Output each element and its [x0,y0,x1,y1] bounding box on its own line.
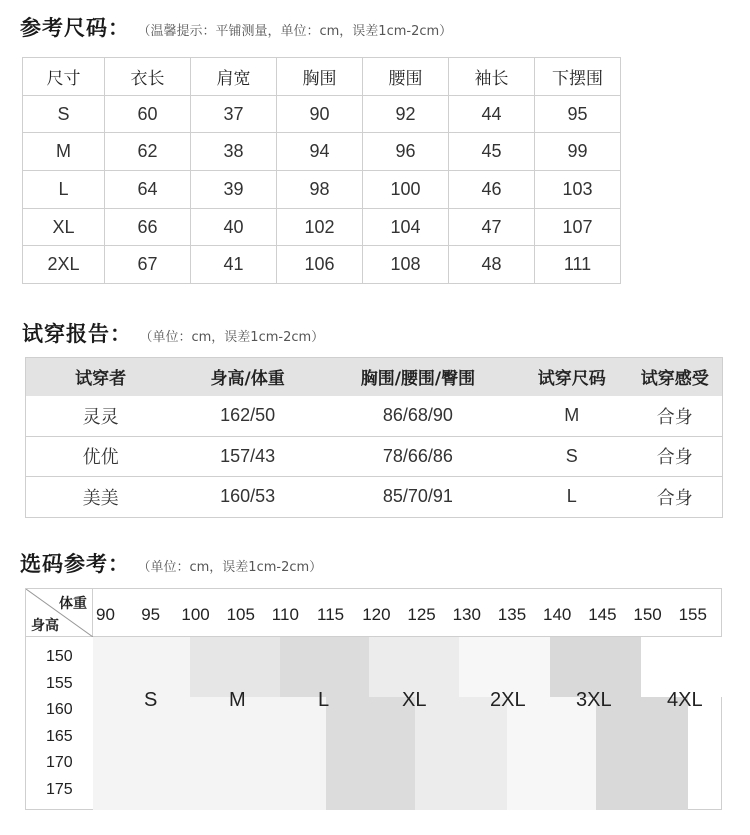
size-cell: 39 [191,171,277,209]
block-xl-top [369,637,459,697]
size-note: （温馨提示：平铺测量，单位：cm，误差1cm-2cm） [144,24,453,39]
size-cell: 94 [277,133,363,171]
select-section-title [20,548,322,578]
corner-height-label: 身高 [31,618,59,634]
block-3xl-top [550,637,641,697]
block-xl-bottom [415,697,507,810]
table-row [23,133,621,171]
size-cell: S [23,95,105,133]
corner-weight-label: 体重 [59,596,87,612]
report-cell: 优优 [26,436,176,477]
size-header-cell: 衣长 [105,58,191,96]
weight-tick: 100 [181,605,210,624]
size-cell: 64 [105,171,191,209]
header-divider [93,636,722,637]
report-cell: 160/53 [175,477,320,518]
height-tick: 170 [46,754,73,771]
report-cell: 78/66/86 [320,436,516,477]
weight-tick: 145 [588,605,617,624]
height-tick: 165 [46,727,73,745]
size-cell: 111 [535,246,621,284]
block-l-bottom [326,697,415,810]
size-cell: 48 [449,246,535,284]
size-cell: 92 [363,95,449,133]
size-select-chart [25,588,722,810]
block-s-bottom [93,697,235,810]
block-3xl-bottom [596,697,688,810]
size-cell: 62 [105,133,191,171]
table-row [23,171,621,209]
block-s-top [93,637,190,697]
size-table [22,57,621,284]
report-note: （单位：cm，误差1cm-2cm） [146,330,325,345]
report-cell: M [516,396,628,437]
height-tick: 155 [46,674,73,692]
weight-tick: 120 [362,605,391,624]
height-tick: 150 [46,648,73,665]
report-header-cell: 试穿者 [26,358,176,396]
weight-tick: 130 [452,605,481,624]
weight-tick: 150 [633,605,662,624]
size-cell: 90 [277,95,363,133]
weight-tick: 155 [678,605,707,624]
size-cell: L [23,171,105,209]
size-cell: 106 [277,246,363,284]
table-row [26,477,723,518]
size-cell: 108 [363,246,449,284]
table-row [26,436,723,477]
size-header-cell: 下摆围 [535,58,621,96]
report-header-cell: 胸围/腰围/臀围 [320,358,516,396]
report-title-text: 试穿报告： [22,322,132,346]
report-cell: L [516,477,628,518]
size-cell: 45 [449,133,535,171]
size-cell: 103 [535,171,621,209]
block-2xl-bottom [507,697,596,810]
size-label: S [144,689,158,711]
report-cell: 合身 [628,396,723,437]
size-cell: M [23,133,105,171]
size-label: XL [402,689,427,711]
size-cell: 60 [105,95,191,133]
size-header-cell: 肩宽 [191,58,277,96]
size-title-text: 参考尺码： [20,16,130,40]
size-cell: 38 [191,133,277,171]
size-header-cell: 袖长 [449,58,535,96]
table-row [23,208,621,246]
table-row [26,396,723,437]
size-cell: 96 [363,133,449,171]
size-cell: 99 [535,133,621,171]
select-title-text: 选码参考： [20,552,130,576]
table-row [23,246,621,284]
block-2xl-top [459,637,550,697]
size-header-row [23,58,621,96]
weight-tick: 125 [407,605,436,624]
block-4xl-top [641,637,722,697]
height-tick: 175 [46,780,73,798]
size-cell: 46 [449,171,535,209]
size-cell: 98 [277,171,363,209]
size-cell: 102 [277,208,363,246]
size-cell: 95 [535,95,621,133]
size-cell: 41 [191,246,277,284]
report-cell: 162/50 [175,396,320,437]
weight-tick: 115 [317,605,345,624]
size-label: 4XL [667,689,703,711]
weight-tick: 90 [96,605,115,624]
report-cell: 86/68/90 [320,396,516,437]
table-row [23,95,621,133]
size-cell: 47 [449,208,535,246]
size-header-cell: 腰围 [363,58,449,96]
size-header-cell: 尺寸 [23,58,105,96]
select-note: （单位：cm，误差1cm-2cm） [144,560,323,575]
size-cell: 2XL [23,246,105,284]
report-cell: 灵灵 [26,396,176,437]
size-cell: XL [23,208,105,246]
chart-corner [26,589,93,637]
weight-tick: 135 [497,605,527,624]
size-label: 2XL [490,689,526,711]
report-cell: 合身 [628,477,723,518]
size-cell: 107 [535,208,621,246]
report-cell: 157/43 [175,436,320,477]
height-tick: 160 [46,701,73,718]
size-header-cell: 胸围 [277,58,363,96]
size-cell: 100 [363,171,449,209]
size-cell: 104 [363,208,449,246]
size-cell: 66 [105,208,191,246]
report-header-row [26,358,723,396]
block-l-top [280,637,369,697]
report-header-cell: 身高/体重 [175,358,320,396]
size-cell: 37 [191,95,277,133]
size-section-title [20,12,452,42]
size-label: M [229,689,246,711]
block-m-bottom [235,697,326,810]
report-cell: 合身 [628,436,723,477]
size-label: 3XL [576,689,612,711]
weight-tick: 140 [543,605,572,624]
report-cell: 美美 [26,477,176,518]
weight-tick: 95 [141,605,161,624]
size-cell: 67 [105,246,191,284]
size-label: L [318,689,330,711]
size-cell: 44 [449,95,535,133]
report-section-title [22,318,324,348]
size-cell: 40 [191,208,277,246]
report-header-cell: 试穿尺码 [516,358,628,396]
report-cell: S [516,436,628,477]
weight-tick: 105 [226,605,255,624]
weight-tick: 110 [271,605,299,624]
report-header-cell: 试穿感受 [628,358,723,396]
report-cell: 85/70/91 [320,477,516,518]
block-m-top [190,637,280,697]
report-table [25,357,723,518]
